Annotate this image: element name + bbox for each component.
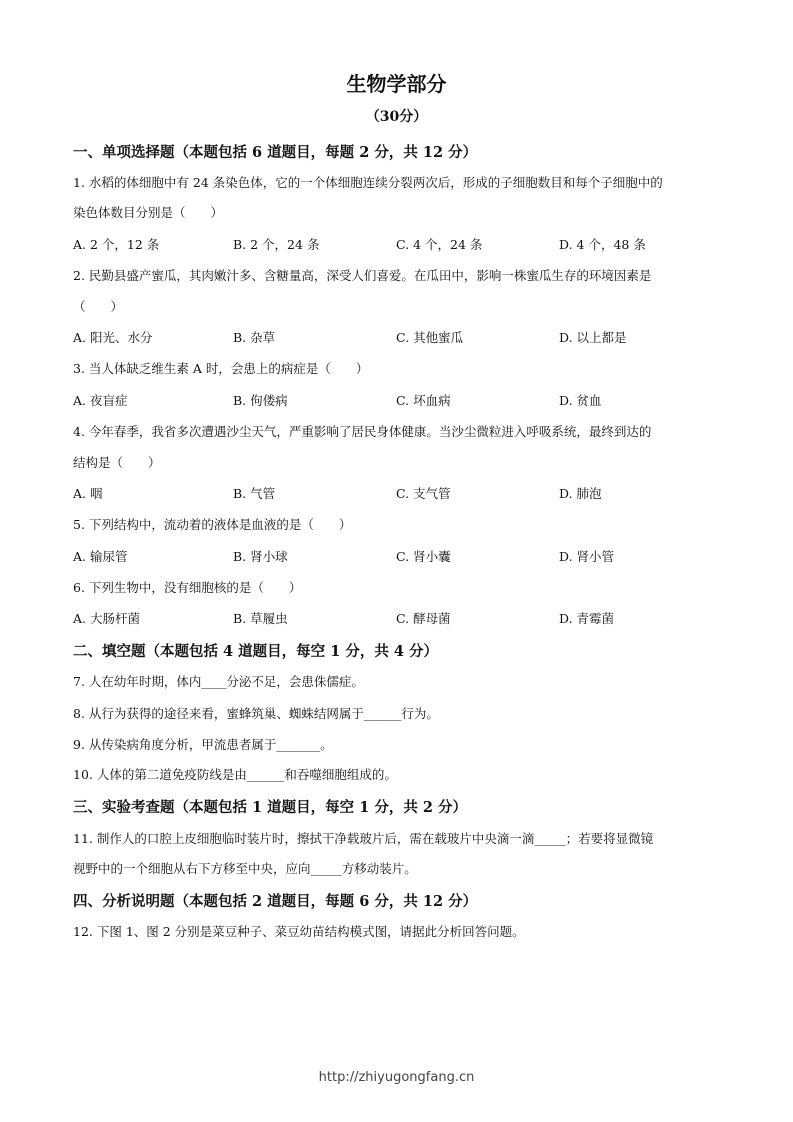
q5-option-b: B. 肾小球 xyxy=(233,549,288,564)
section-heading-1: 一、单项选择题（本题包括 6 道题目，每题 2 分，共 12 分） xyxy=(73,144,478,161)
section-heading-4: 四、分析说明题（本题包括 2 道题目，每题 6 分，共 12 分） xyxy=(73,893,478,910)
q5-option-a: A. 输尿管 xyxy=(73,549,128,564)
page-title: 生物学部分 xyxy=(346,72,447,96)
section-heading-2: 二、填空题（本题包括 4 道题目，每空 1 分，共 4 分） xyxy=(73,643,439,660)
q2-option-a: A. 阳光、水分 xyxy=(73,330,153,345)
question-11-line-1: 11. 制作人的口腔上皮细胞临时装片时，擦拭干净载玻片后，需在载玻片中央滴一滴_____；若要将显微镜 xyxy=(73,831,654,846)
q3-option-d: D. 贫血 xyxy=(559,393,602,408)
question-4-line-1: 4. 今年春季，我省多次遭遇沙尘天气，严重影响了居民身体健康。当沙尘微粒进入呼吸系统，最终到达的 xyxy=(73,424,652,439)
section-heading-3: 三、实验考查题（本题包括 1 道题目，每空 1 分，共 2 分） xyxy=(73,799,468,816)
q2-option-b: B. 杂草 xyxy=(233,330,276,345)
q6-option-c: C. 酵母菌 xyxy=(396,611,451,626)
total-score: （30分） xyxy=(365,109,428,125)
question-6-line-1: 6. 下列生物中，没有细胞核的是（ ） xyxy=(73,580,302,595)
q3-option-c: C. 坏血病 xyxy=(396,393,451,408)
question-4-line-2: 结构是（ ） xyxy=(73,455,161,470)
q1-option-a: A. 2 个，12 条 xyxy=(73,237,160,252)
question-2-line-1: 2. 民勤县盛产蜜瓜，其肉嫩汁多、含糖量高，深受人们喜爱。在瓜田中，影响一株蜜瓜生存的环境因素是 xyxy=(73,268,652,283)
question-10: 10. 人体的第二道免疫防线是由______和吞噬细胞组成的。 xyxy=(73,767,397,782)
question-2-line-2: （ ） xyxy=(73,299,124,314)
q3-option-a: A. 夜盲症 xyxy=(73,393,128,408)
q1-option-c: C. 4 个，24 条 xyxy=(396,237,483,252)
q6-option-b: B. 草履虫 xyxy=(233,611,288,626)
q3-option-b: B. 佝偻病 xyxy=(233,393,288,408)
q1-option-d: D. 4 个，48 条 xyxy=(559,237,646,252)
question-1-line-1: 1. 水稻的体细胞中有 24 条染色体，它的一个体细胞连续分裂两次后，形成的子细胞数目和每个子细胞中的 xyxy=(73,175,663,190)
q2-option-c: C. 其他蜜瓜 xyxy=(396,330,464,345)
question-9: 9. 从传染病角度分析，甲流患者属于_______。 xyxy=(73,737,333,752)
q4-option-d: D. 肺泡 xyxy=(559,486,602,501)
q6-option-d: D. 青霉菌 xyxy=(559,611,615,626)
question-12: 12. 下图 1、图 2 分别是菜豆种子、菜豆幼苗结构模式图，请据此分析回答问题。 xyxy=(73,924,525,939)
q4-option-a: A. 咽 xyxy=(73,486,103,501)
footer-url: http://zhiyugongfang.cn xyxy=(318,1070,475,1085)
q5-option-c: C. 肾小囊 xyxy=(396,549,451,564)
q5-option-d: D. 肾小管 xyxy=(559,549,615,564)
q2-option-d: D. 以上都是 xyxy=(559,330,627,345)
question-8: 8. 从行为获得的途径来看，蜜蜂筑巢、蜘蛛结网属于______行为。 xyxy=(73,706,439,721)
question-5-line-1: 5. 下列结构中，流动着的液体是血液的是（ ） xyxy=(73,517,352,532)
question-3-line-1: 3. 当人体缺乏维生素 A 时，会患上的病症是（ ） xyxy=(73,361,369,376)
q4-option-c: C. 支气管 xyxy=(396,486,451,501)
question-11-line-2: 视野中的一个细胞从右下方移至中央，应向_____方移动装片。 xyxy=(73,861,417,876)
q4-option-b: B. 气管 xyxy=(233,486,276,501)
q1-option-b: B. 2 个，24 条 xyxy=(233,237,320,252)
q6-option-a: A. 大肠杆菌 xyxy=(73,611,140,626)
question-1-line-2: 染色体数目分别是（ ） xyxy=(73,205,224,220)
question-7: 7. 人在幼年时期，体内____分泌不足，会患侏儒症。 xyxy=(73,674,364,689)
